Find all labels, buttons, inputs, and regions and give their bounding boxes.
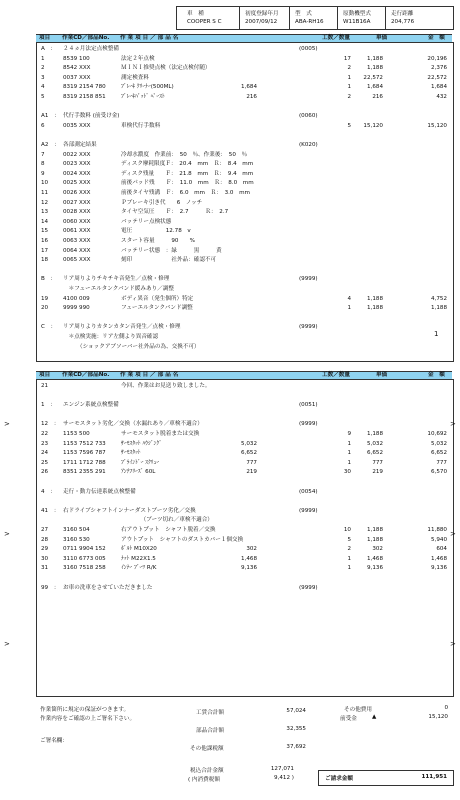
cell-c1: 25 xyxy=(41,459,49,466)
cell-c1: A ： xyxy=(41,46,57,52)
side-mark: > xyxy=(4,420,10,428)
cell-c7: 1,188 xyxy=(366,527,383,533)
cell-c1: 15 xyxy=(41,228,49,235)
cell-c1: 4 ： xyxy=(41,488,56,495)
cell-c7: 9,136 xyxy=(366,565,383,572)
col-amount: 金 額 xyxy=(428,35,445,41)
side-mark: > xyxy=(450,420,456,428)
cell-c6: 5 xyxy=(347,536,351,543)
cell-c3: ｱﾝﾁﾌﾘｰｽﾞ 60L xyxy=(121,469,156,476)
col-code: 作業CD／部品No. xyxy=(62,35,110,41)
cell-c5: (9999) xyxy=(299,421,318,428)
cell-c6: 2 xyxy=(347,94,351,100)
cell-c1: 4 xyxy=(41,84,45,91)
mileage-label: 走行距離 xyxy=(391,11,414,17)
cell-c2: 0022 XXX xyxy=(63,151,91,158)
cell-c2: ＊点検実施：リア左側より異音確認 xyxy=(63,334,159,340)
cell-c5: (0060) xyxy=(299,113,318,120)
cell-c1: 6 xyxy=(41,122,45,129)
parts-label: 部品合計額 xyxy=(196,728,224,734)
cell-c7: 5,032 xyxy=(366,440,383,447)
tax-in-total-value: 127,071 xyxy=(270,766,294,772)
cell-c7: 1,188 xyxy=(366,295,383,302)
cell-c1: 12 xyxy=(41,199,49,206)
cell-c2: 4100 009 xyxy=(63,295,90,302)
col-item: 項目 xyxy=(39,35,51,41)
work-table-page1 xyxy=(36,42,454,362)
col-qty-2: 工数／数量 xyxy=(322,372,350,378)
consumption-tax-label: ( 内消費税額 xyxy=(188,777,220,783)
side-mark: > xyxy=(450,530,456,538)
cell-c5: (0051) xyxy=(299,402,318,409)
cell-c1: 29 xyxy=(41,546,49,553)
cell-c3: バッテリー状態 ：緑 黒 黄 xyxy=(121,247,222,254)
cell-c3: ディスク摩耗限度Ｆ： 20.4 mm Ｒ： 8.4 mm xyxy=(121,161,254,168)
cell-c2: 各部測定結果 xyxy=(63,142,97,148)
cell-c1: 7 xyxy=(41,151,45,158)
model-value: ABA-RH16 xyxy=(295,19,324,25)
cell-c4: 219 xyxy=(246,469,257,476)
cell-c2: 0035 XXX xyxy=(63,122,91,129)
labor-label: 工賃合計額 xyxy=(196,710,224,716)
cell-c3: ボディ異音（発生個所）特定 xyxy=(121,295,194,302)
cell-c3: ｻｰﾓｽﾀｯﾄ ﾊｳｼﾞﾝｸﾞ xyxy=(121,440,162,447)
cell-c1: 30 xyxy=(41,555,49,562)
cell-c2: 3160 530 xyxy=(63,536,90,543)
cell-c2: 8319 2158 851 xyxy=(63,94,106,100)
cell-c5: (0054) xyxy=(299,488,318,495)
cell-c8: 1,468 xyxy=(430,555,447,562)
cell-c1: 41 ： xyxy=(41,507,60,514)
cell-c3: タイヤ空気圧 Ｆ： 2.7 Ｒ： 2.7 xyxy=(121,209,229,216)
cell-c8: 777 xyxy=(436,459,447,466)
cell-c3: Ｐブレーキ引き代 6 ノッチ xyxy=(121,199,203,206)
cell-c2: サーモスタット劣化／交換（水漏れあり／車検不適合） xyxy=(63,421,203,428)
other-cost-value: 0 xyxy=(444,705,448,711)
cell-c3: ﾌﾞﾗｲﾝﾄﾞｰ ｽｸﾘｭｰ xyxy=(121,459,160,466)
cell-c7: 777 xyxy=(372,459,383,466)
cell-c7: 1,684 xyxy=(366,84,383,91)
cell-c1: 31 xyxy=(41,565,49,572)
cell-c6: 2 xyxy=(347,546,351,553)
cell-c4: 777 xyxy=(246,459,257,466)
cell-c6: 1 xyxy=(347,565,351,572)
cell-c1: 22 xyxy=(41,431,49,437)
deposit-label: 前受金 xyxy=(340,716,357,722)
col-unit: 単価 xyxy=(376,35,388,41)
cell-c4: 302 xyxy=(246,546,257,553)
cell-c1: 20 xyxy=(41,305,49,312)
col-item-2: 項目 xyxy=(39,372,51,378)
cell-c1: 11 xyxy=(41,190,49,196)
cell-c1: A1 ： xyxy=(41,113,60,120)
other-cost-label: その他費用 xyxy=(344,707,372,713)
other-tax-label: その他課税額 xyxy=(190,746,224,752)
cell-c2: 0027 XXX xyxy=(63,199,91,206)
cell-c7: 219 xyxy=(372,469,383,476)
cell-c1: 1 ： xyxy=(41,402,56,409)
cell-c8: 432 xyxy=(436,94,447,100)
cell-c1: B ： xyxy=(41,276,57,283)
cell-c2: 0028 XXX xyxy=(63,209,91,216)
cell-c2: 3110 6773 005 xyxy=(63,555,106,562)
cell-c8: 15,120 xyxy=(427,122,447,129)
cell-c1: 28 xyxy=(41,536,49,543)
cell-c5: (9999) xyxy=(299,584,318,591)
cell-c2: 右ドライブシャフトインナーダストブーツ劣化／交換 xyxy=(63,507,196,514)
cell-c8: 5,032 xyxy=(430,440,447,447)
vehicle-label: 車 種 xyxy=(187,11,204,17)
cell-c1: 13 xyxy=(41,209,49,216)
cell-c6: 1 xyxy=(347,450,351,457)
cell-c3: ｲﾝﾅｰ ﾌﾞｰﾂ R/K xyxy=(121,565,157,572)
cell-c6: 17 xyxy=(343,55,351,62)
cell-c5: (9999) xyxy=(299,324,318,331)
cell-c2: 9999 990 xyxy=(63,305,90,312)
cell-c3: 測定検査料 xyxy=(121,74,149,81)
billing-total-box xyxy=(318,770,454,786)
cell-c3: フューエルタンクバンド調整 xyxy=(121,305,193,312)
cell-c3: 前後タイヤ残溝 Ｆ： 6.0 mm Ｒ： 3.0 mm xyxy=(121,190,250,196)
cell-c1: 18 xyxy=(41,257,49,264)
cell-c2: 8542 XXX xyxy=(63,65,91,72)
cell-c3: 刻印 社外品：確認不可 xyxy=(121,257,217,264)
cell-c3: 前後パッド残 Ｆ： 11.0 mm Ｒ： 8.0 mm xyxy=(121,180,254,187)
cell-c4: 6,652 xyxy=(240,450,257,457)
cell-c2: 0025 XXX xyxy=(63,180,91,187)
cell-c6: 1 xyxy=(347,459,351,466)
cell-c3: 冷却水濃度 作業前： 50 ％、作業後： 50 ％ xyxy=(121,151,248,158)
cell-c1: 19 xyxy=(41,295,49,302)
cell-c1: 99 ： xyxy=(41,584,60,591)
cell-c1: 10 xyxy=(41,180,49,187)
cell-c3: 法定２年点検 xyxy=(121,55,155,62)
cell-c1: 26 xyxy=(41,469,49,476)
cell-c3: ﾅｯﾄ M22X1.5 xyxy=(121,555,156,562)
engine-value: W11B16A xyxy=(343,19,371,25)
col-name-2: 作 業 項 目 ／ 部 品 名 xyxy=(120,372,179,378)
cell-c3: ＭＩＮＩ推奨点検（法定点検付随） xyxy=(121,65,211,72)
cell-c2: リア周りよりカタンカタン音発生／点検・修理 xyxy=(63,324,181,331)
warranty-note: 作業箇所に規定の保証がつきます。 xyxy=(40,707,130,713)
cell-c1: 24 xyxy=(41,450,49,457)
cell-c4: 9,136 xyxy=(240,565,257,572)
cell-c4: 1,468 xyxy=(240,555,257,562)
model-label: 型 式 xyxy=(295,11,312,17)
cell-c6: 5 xyxy=(347,122,351,129)
cell-c8: 6,570 xyxy=(430,469,447,476)
cell-c3: スタート容量 90 % xyxy=(121,238,195,244)
cell-c3: 車検代行手数料 xyxy=(121,122,161,129)
cell-c2: リア周りよりチキチキ音発生／点検・修理 xyxy=(63,276,170,283)
cell-c2: 代行手数料 (前受け金) xyxy=(63,113,120,120)
cell-c7: 302 xyxy=(372,546,383,553)
cell-c2: お車の洗車をさせていただきました xyxy=(63,584,153,591)
cell-c6: 30 xyxy=(343,469,351,476)
cell-c1: 17 xyxy=(41,247,49,254)
vehicle-info-box xyxy=(176,6,454,30)
cell-c1: 21 xyxy=(41,383,49,389)
cell-c8: 5,940 xyxy=(430,536,447,543)
cell-c2: 8351 2355 291 xyxy=(63,469,106,476)
cell-c2: 0063 XXX xyxy=(63,238,91,244)
cell-c2: 1153 7512 733 xyxy=(63,440,106,447)
cell-c2: 1153 500 xyxy=(63,431,90,437)
side-mark: > xyxy=(4,640,10,648)
cell-c2: 0711 9904 152 xyxy=(63,546,106,553)
cell-c1: 5 xyxy=(41,94,45,100)
cell-c2: 走行・動力伝達系統点検整備 xyxy=(63,488,136,495)
cell-c4: 216 xyxy=(246,94,257,100)
cell-c3: バッテリー点検状態 xyxy=(121,218,172,225)
billing-value: 111,951 xyxy=(421,774,447,780)
cell-c7: 1,188 xyxy=(366,431,383,437)
cell-c8: 9,136 xyxy=(430,565,447,572)
cell-c6: 10 xyxy=(343,527,351,533)
cell-c2: 3160 7518 258 xyxy=(63,565,106,572)
col-amount-2: 金 額 xyxy=(428,372,445,378)
cell-c2: 8319 2154 780 xyxy=(63,84,106,91)
mileage-value: 204,776 xyxy=(391,19,415,25)
vehicle-value: COOPER S C xyxy=(187,19,222,25)
engine-label: 原動機型式 xyxy=(343,11,371,17)
cell-c1: 14 xyxy=(41,218,49,225)
cell-c3: ﾌﾞﾚｰｷﾊﾟｯﾄﾞ ﾍﾟｰｽﾄ xyxy=(121,94,165,100)
cell-c3: 今回、作業はお見送り致しました。 xyxy=(121,383,211,389)
cell-c2: （ショックアブソーバー社外品の為、交換不可） xyxy=(63,343,200,350)
cell-c2: 1153 7596 787 xyxy=(63,450,106,457)
cell-c6: 9 xyxy=(347,431,351,437)
cell-c2: ２４ヵ月法定点検整備 xyxy=(63,46,119,52)
cell-c2: 1711 1712 788 xyxy=(63,459,106,466)
side-mark: > xyxy=(450,640,456,648)
cell-c1: 9 xyxy=(41,170,45,177)
first-reg-value: 2007/09/12 xyxy=(245,19,278,25)
cell-c8: 4,752 xyxy=(430,295,447,302)
cell-c8: 1,684 xyxy=(430,84,447,91)
cell-c5: (0005) xyxy=(299,46,318,52)
cell-c3: サーモスタット脱着または交換 xyxy=(121,431,200,437)
first-reg-label: 初度登録年月 xyxy=(245,11,279,17)
cell-c7: 216 xyxy=(372,94,383,100)
cell-c3: アウトプット シャフトのダストカバー１個交換 xyxy=(121,536,244,543)
cell-c6: 1 xyxy=(347,305,351,312)
page-number: 1 xyxy=(434,330,439,338)
cell-c7: 1,188 xyxy=(366,55,383,62)
cell-c3: 電圧 12.78 v xyxy=(121,228,191,235)
cell-c7: 1,188 xyxy=(366,65,383,72)
labor-value: 57,024 xyxy=(286,708,306,714)
confirm-note: 作業内容をご確認の上ご署名下さい。 xyxy=(40,716,136,722)
cell-c2: 0060 XXX xyxy=(63,218,91,225)
cell-c2: ＊フューエルタンクバンド緩みあり／調整 xyxy=(63,286,174,292)
cell-c3: ﾌﾞﾚｰｷ ｸﾘｰﾅｰ(500ML) xyxy=(121,84,174,91)
cell-c6: 1 xyxy=(347,440,351,447)
cell-c3: ディスク残量 Ｆ： 21.8 mm Ｒ： 9.4 mm xyxy=(121,170,254,177)
cell-c8: 604 xyxy=(436,546,447,553)
cell-c1: 8 xyxy=(41,161,45,168)
cell-c1: 1 xyxy=(41,55,45,62)
cell-c5: (9999) xyxy=(299,507,318,514)
deposit-value: 15,120 xyxy=(428,714,448,720)
cell-c3: ﾎﾞﾙﾄ M10X20 xyxy=(121,546,157,553)
cell-c3: 右アウトプット シャフト脱着／交換 xyxy=(121,527,216,533)
cell-c2: 8539 100 xyxy=(63,55,90,62)
cell-c2: 0064 XXX xyxy=(63,247,91,254)
cell-c1: C ： xyxy=(41,324,57,331)
cell-c8: 20,196 xyxy=(427,55,447,62)
cell-c1: 16 xyxy=(41,238,49,244)
cell-c8: 11,880 xyxy=(427,527,447,533)
cell-c7: 1,188 xyxy=(366,536,383,543)
cell-c2: 0037 XXX xyxy=(63,74,91,81)
cell-c6: 4 xyxy=(347,295,351,302)
col-qty: 工数／数量 xyxy=(322,35,350,41)
cell-c6: 1 xyxy=(347,74,351,81)
cell-c3: ｻｰﾓｽﾀｯﾄ xyxy=(121,450,141,457)
cell-c2: 0024 XXX xyxy=(63,170,91,177)
cell-c8: 2,376 xyxy=(430,65,447,72)
cell-c1: A2 ： xyxy=(41,142,60,148)
cell-c2: 3160 504 xyxy=(63,527,90,533)
cell-c1: 27 xyxy=(41,527,49,533)
tax-in-total-label: 税込合計金額 xyxy=(190,768,224,774)
cell-c1: 2 xyxy=(41,65,45,72)
cell-c7: 15,120 xyxy=(363,122,383,129)
cell-c2: 0026 XXX xyxy=(63,190,91,196)
cell-c6: 1 xyxy=(347,555,351,562)
consumption-tax-value: 9,412 ) xyxy=(274,775,294,781)
side-mark: > xyxy=(4,530,10,538)
cell-c7: 22,572 xyxy=(363,74,383,81)
cell-c1: 12 ： xyxy=(41,421,60,428)
work-table-page2 xyxy=(36,379,454,697)
cell-c6: 1 xyxy=(347,84,351,91)
col-unit-2: 単価 xyxy=(376,372,388,378)
cell-c7: 1,188 xyxy=(366,305,383,312)
cell-c5: (K020) xyxy=(299,142,318,148)
cell-c8: 10,692 xyxy=(427,431,447,437)
cell-c2: エンジン系統点検整備 xyxy=(63,402,119,409)
cell-c1: 23 xyxy=(41,440,49,447)
cell-c8: 22,572 xyxy=(427,74,447,81)
other-tax-value: 37,692 xyxy=(286,744,306,750)
col-code-2: 作業CD／部品No. xyxy=(62,372,110,378)
cell-c2: 0023 XXX xyxy=(63,161,91,168)
parts-value: 32,355 xyxy=(286,726,306,732)
cell-c1: 3 xyxy=(41,74,45,81)
cell-c2: 0061 XXX xyxy=(63,228,91,235)
signature-label: ご署名欄： xyxy=(40,738,68,744)
cell-c4: 1,684 xyxy=(240,84,257,91)
billing-label: ご請求金額 xyxy=(325,776,353,782)
cell-c3: （ブーツ切れ／車検不適合） xyxy=(121,517,213,524)
cell-c5: (9999) xyxy=(299,276,318,283)
cell-c8: 1,188 xyxy=(430,305,447,312)
cell-c4: 5,032 xyxy=(240,440,257,447)
cell-c6: 2 xyxy=(347,65,351,72)
cell-c7: 6,652 xyxy=(366,450,383,457)
cell-c7: 1,468 xyxy=(366,555,383,562)
cell-c2: 0065 XXX xyxy=(63,257,91,264)
deposit-triangle-icon: ▲ xyxy=(372,714,377,720)
cell-c8: 6,652 xyxy=(430,450,447,457)
col-name: 作 業 項 目 ／ 部 品 名 xyxy=(120,35,179,41)
